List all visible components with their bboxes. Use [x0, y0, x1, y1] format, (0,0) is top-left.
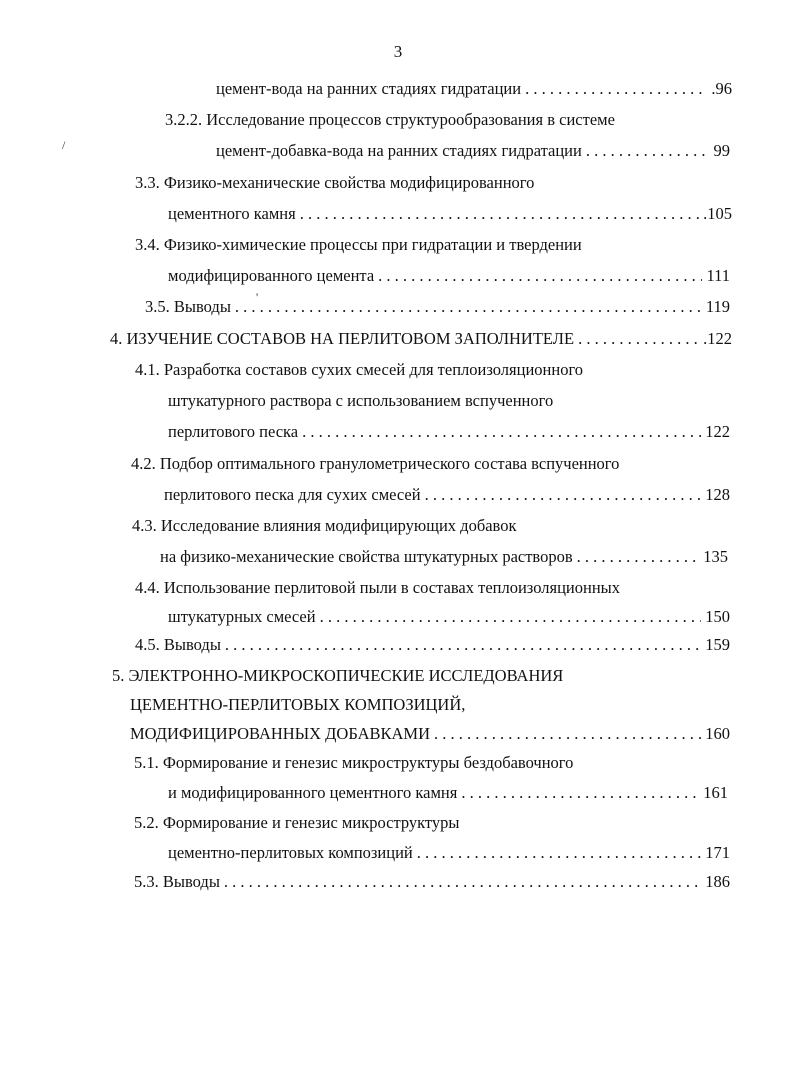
toc-page-number: 150	[705, 607, 730, 626]
toc-page-number: 128	[705, 485, 730, 504]
toc-page-number: .122	[703, 329, 732, 348]
toc-leader-dots	[235, 296, 702, 318]
toc-line	[134, 812, 460, 834]
toc-line	[131, 453, 619, 475]
toc-leader-dots	[225, 634, 701, 656]
toc-entry-text: 4.1. Разработка составов сухих смесей для теплоизоляционного	[135, 360, 584, 379]
toc-page-number: 159	[705, 635, 730, 654]
toc-page-number: .96	[711, 79, 732, 98]
toc-line	[110, 328, 732, 350]
toc-page-number: 99	[713, 141, 730, 160]
toc-entry-text: перлитового песка	[168, 422, 299, 441]
toc-line	[135, 634, 730, 656]
toc-entry-text: 5.2. Формирование и генезис микроструктуры	[134, 813, 460, 832]
toc-line	[145, 296, 730, 318]
toc-leader-dots	[302, 421, 701, 443]
toc-line	[135, 359, 583, 381]
toc-line	[168, 203, 732, 225]
toc-line	[168, 606, 730, 628]
toc-line	[134, 871, 730, 893]
toc-leader-dots	[578, 328, 699, 350]
toc-entry-text: перлитового песка для сухих смесей	[164, 485, 421, 504]
toc-entry-text: штукатурного раствора с использованием вспученного	[168, 391, 554, 410]
toc-leader-dots	[425, 484, 702, 506]
toc-line	[135, 234, 582, 256]
toc-entry-text: ЦЕМЕНТНО-ПЕРЛИТОВЫХ КОМПОЗИЦИЙ,	[130, 695, 466, 714]
toc-line	[168, 265, 730, 287]
toc-leader-dots	[224, 871, 701, 893]
toc-leader-dots	[586, 140, 710, 162]
toc-entry-text: 3.2.2. Исследование процессов структурообразования в системе	[165, 110, 615, 129]
toc-line	[216, 78, 732, 100]
toc-entry-text: 3.3. Физико-механические свойства модифицированного	[135, 173, 535, 192]
toc-leader-dots	[461, 782, 699, 804]
toc-line	[165, 109, 615, 131]
toc-line	[160, 546, 728, 568]
toc-line	[135, 577, 620, 599]
toc-line	[134, 752, 573, 774]
toc-leader-dots	[378, 265, 702, 287]
toc-page-number: 171	[705, 843, 730, 862]
toc-page-number: 135	[703, 547, 728, 566]
toc-entry-text: 4.4. Использование перлитовой пыли в составах теплоизоляционных	[135, 578, 620, 597]
toc-entry-text: цемент-добавка-вода на ранних стадиях гидратации	[216, 141, 582, 160]
toc-line	[112, 665, 563, 687]
toc-entry-text: 5.1. Формирование и генезис микроструктуры бездобавочного	[134, 753, 574, 772]
toc-leader-dots	[300, 203, 699, 225]
toc-entry-text: 5.3. Выводы	[134, 872, 220, 891]
toc-line	[164, 484, 730, 506]
page-number: 3	[393, 42, 403, 61]
toc-entry-text: 5. ЭЛЕКТРОННО-МИКРОСКОПИЧЕСКИЕ ИССЛЕДОВАНИЯ	[112, 666, 564, 685]
scan-mark: /	[62, 138, 66, 152]
toc-entry-text: штукатурных смесей	[168, 607, 316, 626]
toc-line	[216, 140, 730, 162]
toc-entry-text: МОДИФИЦИРОВАННЫХ ДОБАВКАМИ	[130, 724, 431, 743]
toc-leader-dots	[417, 842, 701, 864]
toc-page-number: 122	[705, 422, 730, 441]
toc-entry-text: 4.2. Подбор оптимального гранулометрического состава вспученного	[131, 454, 620, 473]
toc-page-number: 160	[705, 724, 730, 743]
toc-line	[132, 515, 516, 537]
toc-page-number: 119	[705, 297, 730, 316]
toc-line	[168, 390, 553, 412]
toc-leader-dots	[577, 546, 700, 568]
toc-line	[130, 723, 730, 745]
toc-line	[168, 782, 728, 804]
toc-page-number: 186	[705, 872, 730, 891]
toc-entry-text: и модифицированного цементного камня	[168, 783, 458, 802]
toc-entry-text: 4.5. Выводы	[135, 635, 221, 654]
toc-line	[135, 172, 534, 194]
toc-entry-text: цементно-перлитовых композиций	[168, 843, 413, 862]
toc-page-number: 161	[703, 783, 728, 802]
scan-mark: '	[256, 290, 259, 304]
toc-entry-text: 4. ИЗУЧЕНИЕ СОСТАВОВ НА ПЕРЛИТОВОМ ЗАПОЛНИТЕЛЕ	[110, 329, 575, 348]
toc-line	[168, 421, 730, 443]
toc-entry-text: модифицированного цемента	[168, 266, 375, 285]
toc-line	[130, 694, 465, 716]
toc-entry-text: 3.4. Физико-химические процессы при гидратации и твердении	[135, 235, 582, 254]
toc-entry-text: 4.3. Исследование влияния модифицирующих добавок	[132, 516, 517, 535]
toc-entry-text: цементного камня	[168, 204, 296, 223]
toc-page-number: 111	[706, 266, 730, 285]
toc-page-number: .105	[703, 204, 732, 223]
toc-leader-dots	[434, 723, 701, 745]
toc-leader-dots	[525, 78, 707, 100]
toc-entry-text: на физико-механические свойства штукатурных растворов	[160, 547, 573, 566]
toc-leader-dots	[320, 606, 702, 628]
toc-entry-text: цемент-вода на ранних стадиях гидратации	[216, 79, 522, 98]
toc-entry-text: 3.5. Выводы	[145, 297, 231, 316]
toc-line	[168, 842, 730, 864]
